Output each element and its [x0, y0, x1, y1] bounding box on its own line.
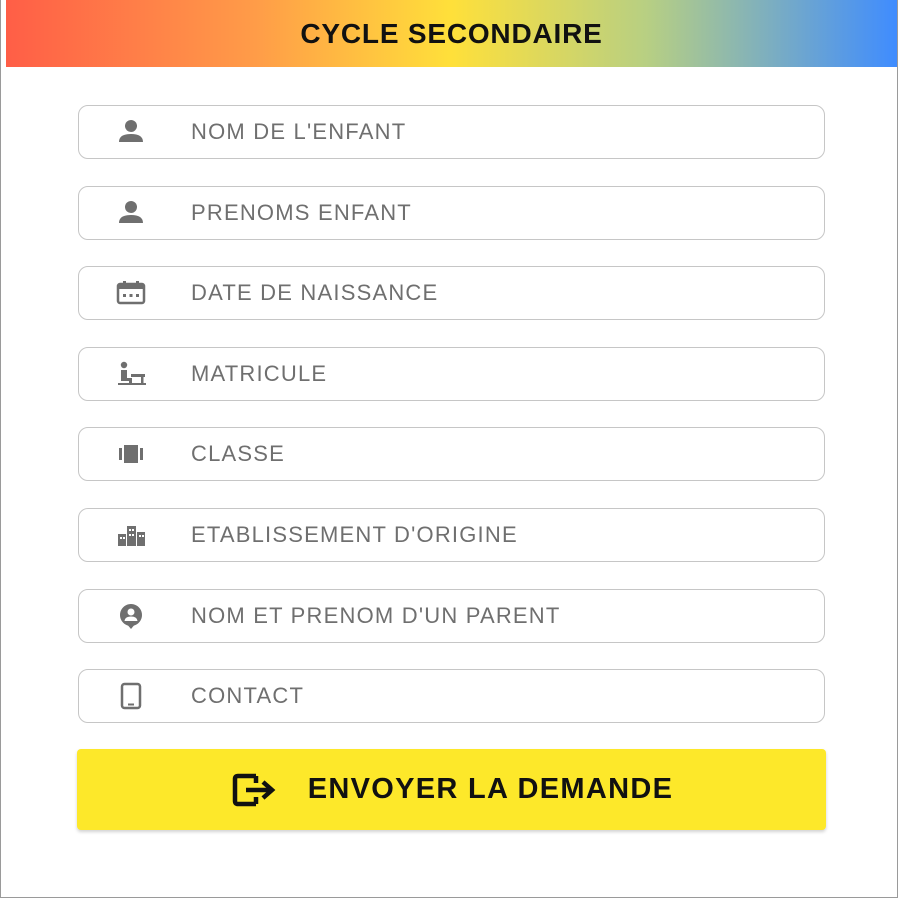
app-header: [6, 0, 897, 67]
submit-button-label: ENVOYER LA DEMANDE: [307, 773, 674, 805]
birth-date-input[interactable]: [189, 279, 824, 307]
class-input[interactable]: [189, 440, 824, 468]
matricule-input[interactable]: [189, 360, 824, 388]
exit-to-app-icon: [230, 770, 282, 810]
tablet-icon: [111, 681, 151, 711]
person-icon: [111, 117, 151, 147]
parent-name-input[interactable]: [189, 602, 824, 630]
person-icon: [111, 198, 151, 228]
class-field[interactable]: [78, 427, 825, 481]
child-first-names-input[interactable]: [189, 199, 824, 227]
page-title: CYCLE SECONDAIRE: [300, 17, 603, 49]
matricule-field[interactable]: [78, 347, 825, 401]
parent-name-field[interactable]: [78, 589, 825, 643]
account-pin-icon: [111, 601, 151, 631]
birth-date-field[interactable]: [78, 266, 825, 320]
origin-school-input[interactable]: [189, 521, 824, 549]
calendar-icon: [111, 278, 151, 308]
child-last-name-field[interactable]: [78, 105, 825, 159]
child-last-name-input[interactable]: [189, 118, 824, 146]
buildings-icon: [111, 520, 151, 550]
student-desk-icon: [111, 359, 151, 389]
origin-school-field[interactable]: [78, 508, 825, 562]
submit-request-button[interactable]: [77, 749, 826, 830]
classroom-icon: [111, 439, 151, 469]
child-first-names-field[interactable]: [78, 186, 825, 240]
contact-input[interactable]: [189, 682, 824, 710]
contact-field[interactable]: [78, 669, 825, 723]
